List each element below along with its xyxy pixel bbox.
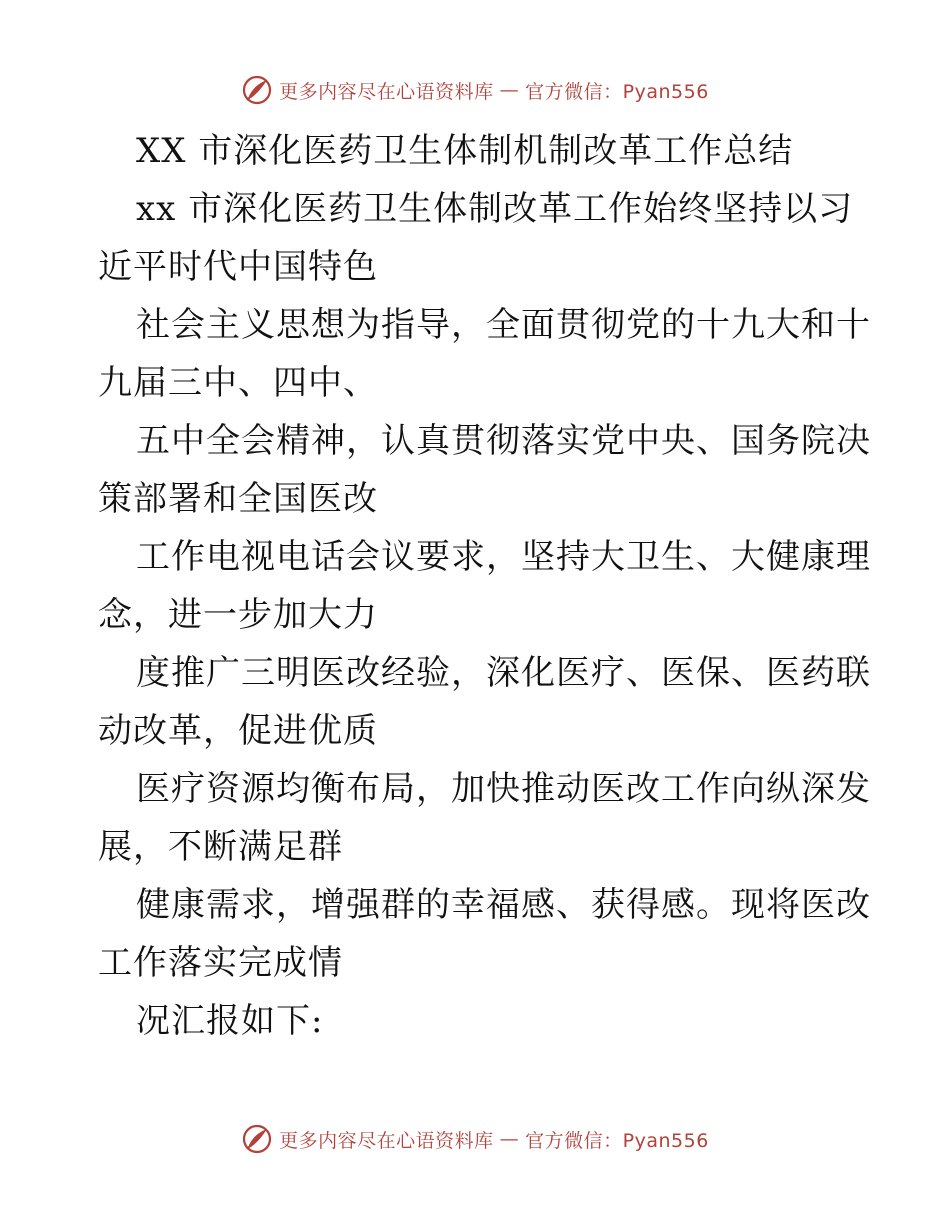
paragraph-line: xx 市深化医药卫生体制改革工作始终坚持以习 bbox=[136, 189, 854, 229]
watermark-wechat-text: 官方微信：Pyan556 bbox=[525, 1129, 709, 1152]
paragraph-line: 健康需求，增强群的幸福感、获得感。现将医改 bbox=[136, 885, 871, 925]
watermark-prefix-text: 更多内容尽在心语资料库 bbox=[279, 80, 494, 103]
paragraph-line: 况汇报如下: bbox=[136, 1001, 324, 1041]
paragraph-line: 医疗资源均衡布局，加快推动医改工作向纵深发 bbox=[136, 769, 871, 809]
footer-watermark bbox=[0, 1123, 950, 1155]
watermark-prefix-text: 更多内容尽在心语资料库 bbox=[279, 1129, 494, 1152]
paragraph-line: 工作落实完成情 bbox=[98, 943, 343, 983]
quill-logo-icon bbox=[241, 1123, 273, 1155]
header-watermark bbox=[0, 74, 950, 106]
paragraph-line: 度推广三明医改经验，深化医疗、医保、医药联 bbox=[136, 653, 871, 693]
document-body bbox=[98, 122, 871, 1050]
document-lines bbox=[98, 180, 871, 1050]
paragraph-line: 九届三中、四中、 bbox=[98, 363, 378, 403]
paragraph-line: 五中全会精神，认真贯彻落实党中央、国务院决 bbox=[136, 421, 871, 461]
quill-logo-icon bbox=[241, 74, 273, 106]
watermark-dash: — bbox=[499, 79, 520, 101]
document-title: XX 市深化医药卫生体制机制改革工作总结 bbox=[136, 131, 794, 171]
paragraph-line: 工作电视电话会议要求，坚持大卫生、大健康理 bbox=[136, 537, 871, 577]
paragraph-line: 念，进一步加大力 bbox=[98, 595, 378, 635]
paragraph-line: 策部署和全国医改 bbox=[98, 479, 378, 519]
watermark-dash: — bbox=[499, 1128, 520, 1150]
paragraph-line: 社会主义思想为指导，全面贯彻党的十九大和十 bbox=[136, 305, 871, 345]
watermark-wechat-text: 官方微信：Pyan556 bbox=[525, 80, 709, 103]
paragraph-line: 近平时代中国特色 bbox=[98, 247, 378, 287]
paragraph-line: 展，不断满足群 bbox=[98, 827, 343, 867]
paragraph-line: 动改革，促进优质 bbox=[98, 711, 378, 751]
